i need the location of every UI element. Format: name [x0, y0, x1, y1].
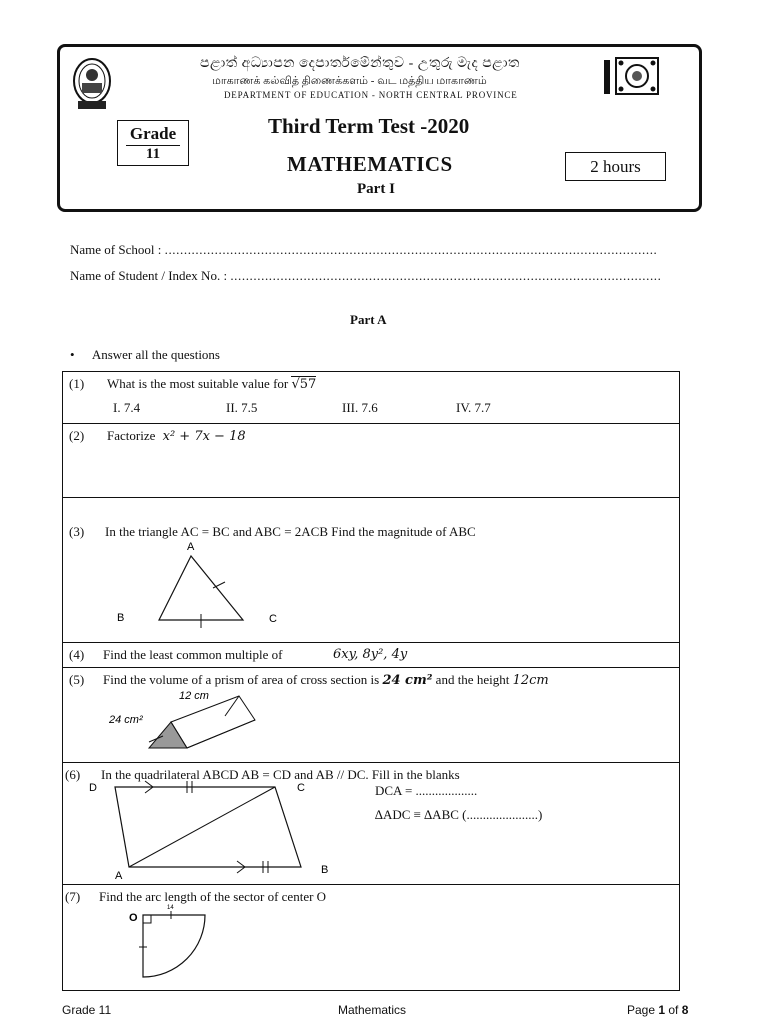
- section-heading: Part A: [350, 312, 387, 327]
- instruction: [70, 347, 220, 363]
- option-2: II. 7.5: [226, 400, 258, 415]
- question-2: [63, 424, 679, 498]
- question-1-expr: √57: [291, 377, 317, 392]
- vertex-c-label: C: [297, 782, 305, 794]
- province-logo-icon: [604, 56, 660, 96]
- right-angle-mark: [143, 915, 151, 923]
- grade-value: 11: [126, 145, 180, 163]
- question-number: (3): [69, 524, 85, 539]
- question-7-text: Find the arc length of the sector of center O: [99, 889, 327, 904]
- question-1-text: What is the most suitable value for: [107, 376, 289, 391]
- radius-label: 14: [167, 905, 174, 911]
- page-of: of: [665, 1003, 682, 1017]
- bullet-icon: •: [70, 347, 75, 362]
- question-4-text: Find the least common multiple of: [103, 647, 283, 662]
- question-2-expr: x² + 7x − 18: [162, 429, 246, 444]
- prism-front-face: [149, 722, 187, 748]
- blank-1: DCA = ...................: [375, 783, 478, 798]
- option-3: III. 7.6: [342, 400, 378, 415]
- school-name-line: Name of School : ................................................................................................................................: [70, 242, 658, 257]
- prism-diagram: [103, 686, 283, 758]
- question-number: (7): [65, 889, 81, 904]
- question-text: [107, 376, 316, 392]
- question-5-height: 12cm: [512, 673, 549, 688]
- part-label: Part I: [357, 181, 395, 197]
- prism-edge: [187, 720, 255, 748]
- department-line: DEPARTMENT OF EDUCATION - NORTH CENTRAL PROVINCE: [224, 90, 518, 100]
- vertex-a-label: A: [115, 870, 123, 881]
- page-prefix: Page: [627, 1003, 659, 1017]
- area-label: 24 cm²: [109, 714, 143, 726]
- quadrilateral-diagram: [83, 777, 343, 881]
- tamil-header: மாகாணக் கல்வித் திணைக்களம் - வட மத்திய மாகாணம்: [212, 75, 487, 87]
- duration-box: 2 hours: [565, 152, 666, 181]
- question-5-area: 24 cm²: [382, 673, 433, 688]
- triangle-diagram: [111, 536, 291, 636]
- exam-title: Third Term Test -2020: [268, 114, 470, 138]
- questions-table: [62, 371, 680, 991]
- student-name-line: Name of Student / Index No. : ................................................................................................................: [70, 268, 662, 283]
- blank-2: ∆ADC ≡ ∆ABC (......................): [375, 807, 543, 822]
- option-4: IV. 7.7: [456, 400, 491, 415]
- vertex-b-label: B: [321, 864, 329, 876]
- question-6-text: In the quadrilateral ABCD AB = CD and AB // DC. Fill in the blanks: [101, 767, 460, 782]
- question-text: [107, 428, 246, 444]
- question-number: (5): [69, 672, 85, 687]
- vertex-c-label: C: [269, 613, 277, 625]
- student-label: Name of Student / Index No. :: [70, 268, 231, 283]
- grade-box: [117, 120, 189, 166]
- school-label: Name of School :: [70, 242, 165, 257]
- triangle-shape: [159, 556, 243, 620]
- question-5: [63, 668, 679, 763]
- question-1: [63, 372, 679, 424]
- question-2-text: Factorize: [107, 428, 156, 443]
- sector-diagram: [121, 901, 221, 989]
- question-5-text-b: and the height: [435, 672, 510, 687]
- question-number: (2): [69, 428, 85, 443]
- footer-subject: Mathematics: [338, 1003, 407, 1017]
- instruction-text: Answer all the questions: [91, 347, 220, 362]
- footer-page: [627, 1003, 688, 1017]
- prism-side: [171, 696, 255, 748]
- question-4: [63, 643, 679, 668]
- option-1: I. 7.4: [113, 400, 141, 415]
- question-number: (1): [69, 376, 85, 391]
- page-number: 1: [658, 1003, 666, 1017]
- question-5-text-a: Find the volume of a prism of area of cross section is: [103, 672, 380, 687]
- question-3-text: In the triangle AC = BC and ABC = 2ACB Find the magnitude of ABC: [105, 524, 476, 539]
- question-7: [63, 885, 679, 990]
- sector-shape: [143, 915, 205, 977]
- question-number: (6): [65, 767, 81, 782]
- center-o-label: O: [129, 912, 138, 924]
- diagonal-ac: [129, 787, 275, 867]
- sinhala-header: පළාත් අධ්‍යාපන දෙපාර්තමේන්තුව - උතුරු මැද පළාත: [200, 56, 520, 71]
- vertex-b-label: B: [117, 612, 125, 624]
- quadrilateral-shape: [115, 787, 301, 867]
- subject-title: MATHEMATICS: [287, 152, 453, 176]
- footer-grade: Grade 11: [62, 1003, 112, 1017]
- question-3: [63, 498, 679, 643]
- question-number: (4): [69, 647, 85, 662]
- page-total: 8: [681, 1003, 689, 1017]
- sri-lanka-crest-icon: [70, 55, 114, 111]
- vertex-d-label: D: [89, 782, 97, 794]
- question-6: [63, 763, 679, 885]
- question-4-expr: 6xy, 8y², 4y: [333, 647, 408, 662]
- grade-label: Grade: [129, 124, 177, 143]
- height-label: 12 cm: [179, 690, 209, 702]
- vertex-a-label: A: [187, 541, 195, 553]
